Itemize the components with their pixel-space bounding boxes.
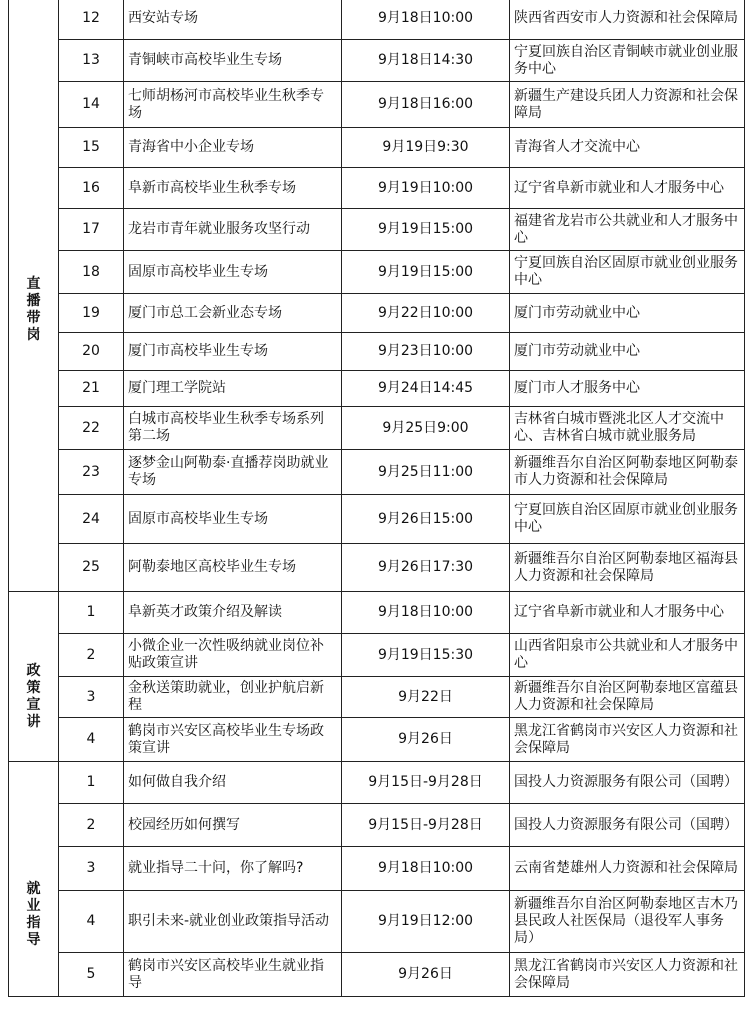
event-time: 9月18日10:00 [342,847,510,891]
event-time: 9月26日 [342,718,510,762]
event-name: 小微企业一次性吸纳就业岗位补贴政策宣讲 [124,634,342,677]
event-name: 七师胡杨河市高校毕业生秋季专场 [124,82,342,128]
table-row [9,592,745,634]
table-row [9,495,745,544]
table-row [9,294,745,333]
organizer: 宁夏回族自治区青铜峡市就业创业服务中心 [510,40,745,82]
event-time: 9月19日10:00 [342,168,510,209]
event-name: 金秋送策助就业，创业护航启新程 [124,677,342,718]
row-number: 17 [59,209,124,251]
organizer: 黑龙江省鹤岗市兴安区人力资源和社会保障局 [510,953,745,997]
table-row [9,82,745,128]
event-time: 9月18日14:30 [342,40,510,82]
event-name: 厦门市高校毕业生专场 [124,333,342,371]
row-number: 14 [59,82,124,128]
category-cell [9,592,59,762]
event-name: 青铜峡市高校毕业生专场 [124,40,342,82]
row-number: 21 [59,371,124,407]
row-number: 1 [59,592,124,634]
row-number: 16 [59,168,124,209]
event-name: 厦门理工学院站 [124,371,342,407]
category-cell [9,762,59,997]
event-name: 青海省中小企业专场 [124,128,342,168]
table-row [9,953,745,997]
row-number: 3 [59,847,124,891]
organizer: 吉林省白城市暨洮北区人才交流中心、吉林省白城市就业服务局 [510,407,745,450]
organizer: 山西省阳泉市公共就业和人才服务中心 [510,634,745,677]
event-name: 白城市高校毕业生秋季专场系列第二场 [124,407,342,450]
event-time: 9月19日12:00 [342,891,510,953]
event-name: 龙岩市青年就业服务攻坚行动 [124,209,342,251]
row-number: 19 [59,294,124,333]
event-name: 阜新市高校毕业生秋季专场 [124,168,342,209]
table-row [9,677,745,718]
row-number: 4 [59,718,124,762]
organizer: 新疆维吾尔自治区阿勒泰地区福海县人力资源和社会保障局 [510,544,745,592]
category-label: 直播带岗 [26,275,41,343]
table-body [9,0,745,997]
event-time: 9月26日 [342,953,510,997]
event-name: 阿勒泰地区高校毕业生专场 [124,544,342,592]
event-name: 校园经历如何撰写 [124,804,342,847]
row-number: 3 [59,677,124,718]
event-name: 西安站专场 [124,0,342,40]
row-number: 15 [59,128,124,168]
table-row [9,804,745,847]
organizer: 国投人力资源服务有限公司（国聘） [510,804,745,847]
event-name: 职引未来-就业创业政策指导活动 [124,891,342,953]
table-row [9,634,745,677]
organizer: 新疆维吾尔自治区阿勒泰地区富蕴县人力资源和社会保障局 [510,677,745,718]
table-row [9,718,745,762]
row-number: 22 [59,407,124,450]
organizer: 厦门市劳动就业中心 [510,294,745,333]
event-time: 9月22日10:00 [342,294,510,333]
table-row [9,847,745,891]
table-row [9,407,745,450]
row-number: 20 [59,333,124,371]
event-time: 9月19日15:00 [342,251,510,294]
organizer: 厦门市人才服务中心 [510,371,745,407]
table-row [9,891,745,953]
event-time: 9月24日14:45 [342,371,510,407]
event-time: 9月18日16:00 [342,82,510,128]
event-name: 就业指导二十问，你了解吗? [124,847,342,891]
event-time: 9月25日9:00 [342,407,510,450]
event-name: 鹤岗市兴安区高校毕业生就业指导 [124,953,342,997]
table-row [9,0,745,40]
event-time: 9月19日15:30 [342,634,510,677]
row-number: 25 [59,544,124,592]
row-number: 4 [59,891,124,953]
organizer: 辽宁省阜新市就业和人才服务中心 [510,168,745,209]
event-time: 9月25日11:00 [342,450,510,495]
event-time: 9月18日10:00 [342,592,510,634]
table-row [9,544,745,592]
event-time: 9月19日15:00 [342,209,510,251]
event-name: 逐梦金山阿勒泰·直播荐岗助就业专场 [124,450,342,495]
category-cell [9,0,59,592]
organizer: 福建省龙岩市公共就业和人才服务中心 [510,209,745,251]
row-number: 13 [59,40,124,82]
category-label: 政策宣讲 [26,662,41,730]
event-name: 固原市高校毕业生专场 [124,495,342,544]
row-number: 1 [59,762,124,804]
event-time: 9月26日15:00 [342,495,510,544]
organizer: 宁夏回族自治区固原市就业创业服务中心 [510,251,745,294]
row-number: 12 [59,0,124,40]
event-name: 厦门市总工会新业态专场 [124,294,342,333]
row-number: 5 [59,953,124,997]
event-name: 鹤岗市兴安区高校毕业生专场政策宣讲 [124,718,342,762]
row-number: 18 [59,251,124,294]
table-row [9,333,745,371]
event-name: 如何做自我介绍 [124,762,342,804]
organizer: 厦门市劳动就业中心 [510,333,745,371]
organizer: 新疆生产建设兵团人力资源和社会保障局 [510,82,745,128]
category-label: 就业指导 [26,881,41,948]
event-name: 固原市高校毕业生专场 [124,251,342,294]
event-time: 9月15日-9月28日 [342,804,510,847]
table-row [9,40,745,82]
organizer: 宁夏回族自治区固原市就业创业服务中心 [510,495,745,544]
event-time: 9月22日 [342,677,510,718]
organizer: 辽宁省阜新市就业和人才服务中心 [510,592,745,634]
organizer: 新疆维吾尔自治区阿勒泰地区吉木乃县民政人社医保局（退役军人事务局） [510,891,745,953]
table-row [9,762,745,804]
event-time: 9月19日9:30 [342,128,510,168]
organizer: 云南省楚雄州人力资源和社会保障局 [510,847,745,891]
table-row [9,371,745,407]
organizer: 黑龙江省鹤岗市兴安区人力资源和社会保障局 [510,718,745,762]
table-row [9,168,745,209]
event-schedule-table [8,0,745,997]
organizer: 新疆维吾尔自治区阿勒泰地区阿勒泰市人力资源和社会保障局 [510,450,745,495]
row-number: 24 [59,495,124,544]
row-number: 23 [59,450,124,495]
event-time: 9月15日-9月28日 [342,762,510,804]
organizer: 陕西省西安市人力资源和社会保障局 [510,0,745,40]
row-number: 2 [59,804,124,847]
event-time: 9月23日10:00 [342,333,510,371]
organizer: 国投人力资源服务有限公司（国聘） [510,762,745,804]
table-row [9,209,745,251]
organizer: 青海省人才交流中心 [510,128,745,168]
table-row [9,450,745,495]
event-time: 9月18日10:00 [342,0,510,40]
table-row [9,251,745,294]
table-row [9,128,745,168]
row-number: 2 [59,634,124,677]
event-time: 9月26日17:30 [342,544,510,592]
event-name: 阜新英才政策介绍及解读 [124,592,342,634]
